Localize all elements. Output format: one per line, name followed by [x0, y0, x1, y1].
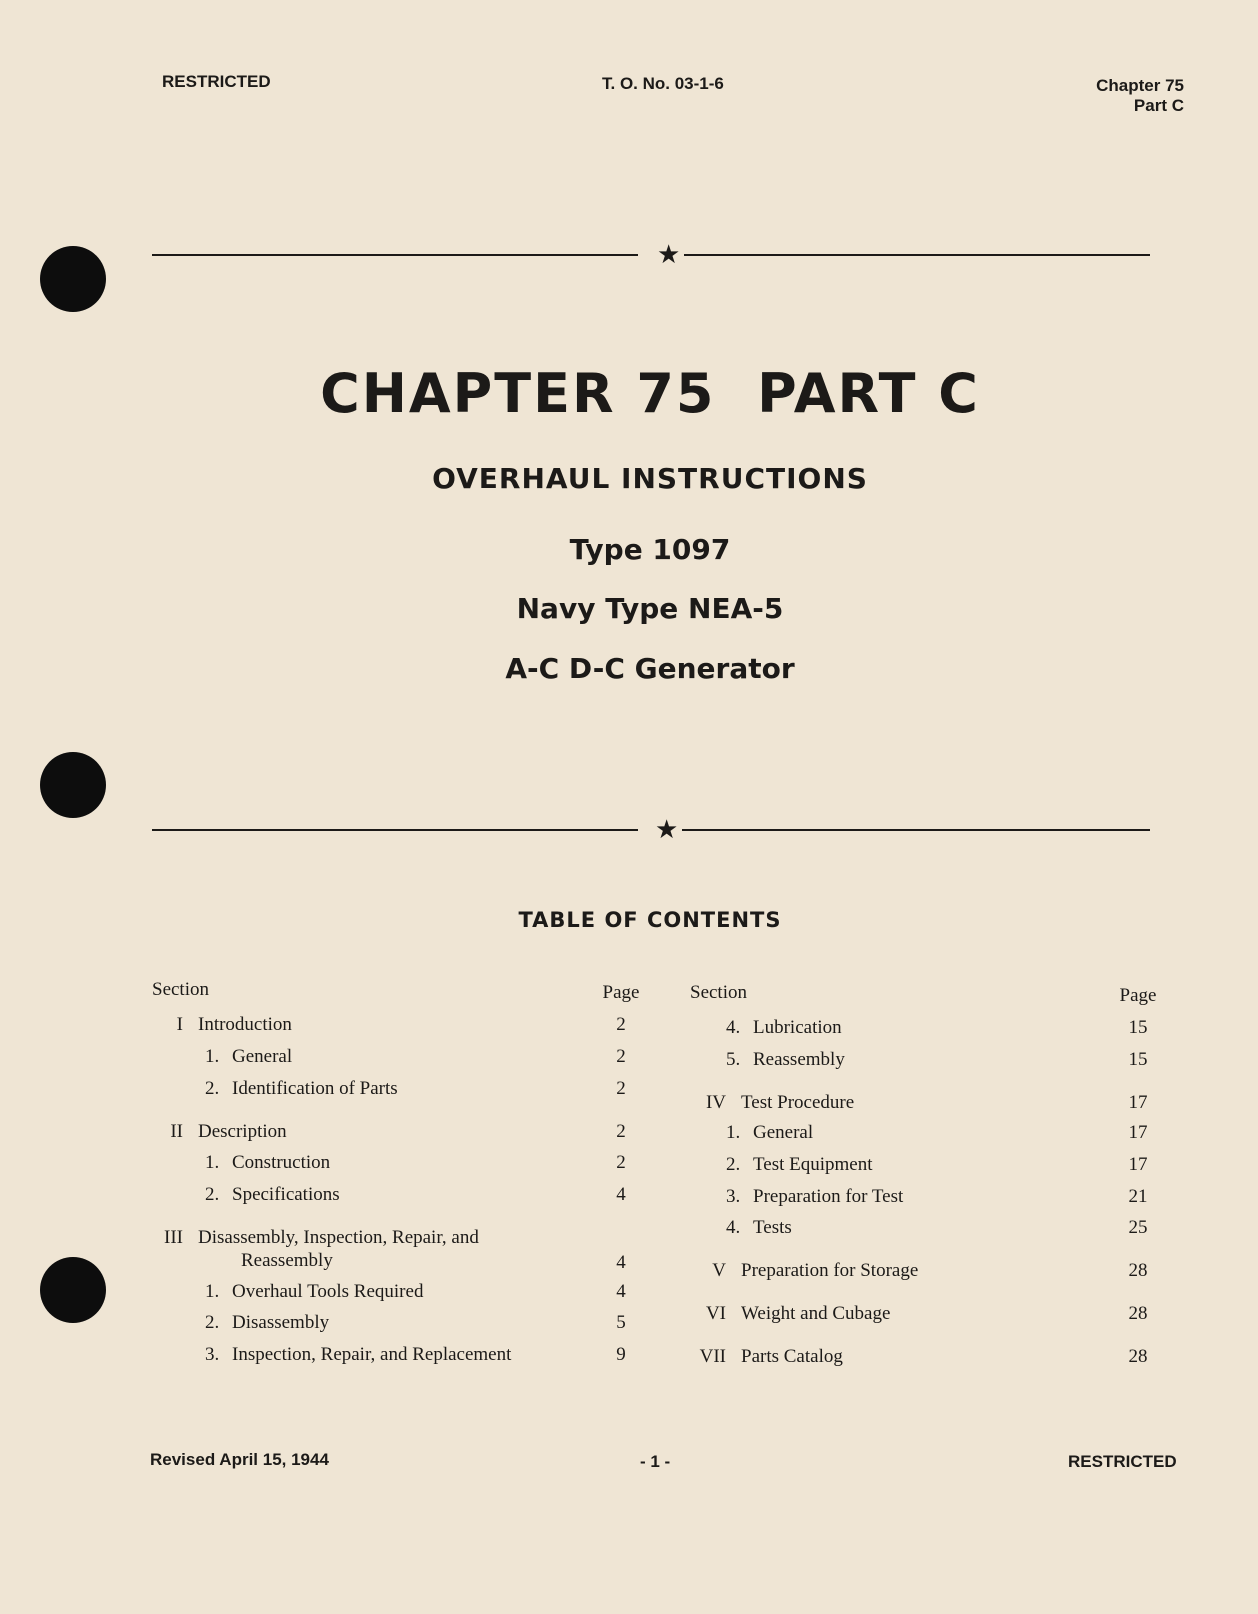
toc-entry-number: 1.	[205, 1281, 220, 1302]
chapter-title: CHAPTER 75 PART C	[320, 362, 980, 425]
toc-entry-title[interactable]: Identification of Parts	[232, 1078, 398, 1099]
toc-heading: TABLE OF CONTENTS	[518, 908, 782, 932]
divider-rule	[152, 829, 638, 831]
binder-hole	[40, 1257, 106, 1323]
toc-entry-number: 3.	[205, 1344, 220, 1365]
toc-entry-number: IV	[705, 1092, 726, 1113]
toc-entry-title[interactable]: Disassembly, Inspection, Repair, and	[198, 1227, 479, 1248]
toc-entry-number: V	[712, 1260, 726, 1281]
toc-entry-number: 2.	[205, 1312, 220, 1333]
toc-entry-page: 17	[1128, 1154, 1148, 1175]
toc-entry-title[interactable]: Tests	[753, 1217, 792, 1238]
toc-entry-number: 3.	[726, 1186, 741, 1207]
toc-entry-title[interactable]: Overhaul Tools Required	[232, 1281, 424, 1302]
classification-header: RESTRICTED	[162, 72, 271, 91]
toc-entry-page: 28	[1128, 1303, 1148, 1324]
toc-entry-title-continued[interactable]: Reassembly	[241, 1250, 333, 1271]
toc-entry-page: 21	[1128, 1186, 1148, 1207]
chapter-ref	[1096, 76, 1184, 116]
toc-entry-title[interactable]: General	[753, 1122, 814, 1143]
toc-entry-title[interactable]: Disassembly	[232, 1312, 330, 1333]
toc-entry-title[interactable]: Introduction	[198, 1014, 292, 1035]
toc-entry-page: 25	[1128, 1217, 1148, 1238]
toc-entry-page: 28	[1128, 1260, 1148, 1281]
toc-entry-number: 2.	[205, 1184, 220, 1205]
toc-entry-page: 2	[616, 1078, 626, 1099]
toc-entry-number: 4.	[726, 1217, 741, 1238]
toc-entry-page: 5	[616, 1312, 626, 1333]
toc-entry-page: 4	[616, 1252, 626, 1273]
toc-entry-title[interactable]: Inspection, Repair, and Replacement	[232, 1344, 512, 1365]
chapter-ref-line2: Part C	[1133, 96, 1184, 115]
star-icon: ★	[655, 815, 679, 845]
page-column-label: Page	[1119, 985, 1157, 1006]
toc-entry-page: 4	[616, 1184, 626, 1205]
type-label: Type 1097	[569, 533, 731, 566]
toc-entry-page: 15	[1128, 1017, 1148, 1038]
toc-entry-page: 2	[616, 1121, 626, 1142]
star-icon: ★	[657, 240, 681, 270]
toc-entry-number: III	[164, 1227, 183, 1248]
toc-entry-title[interactable]: Preparation for Storage	[741, 1260, 919, 1281]
to-number: T. O. No. 03-1-6	[602, 74, 724, 93]
toc-entry-number: 1.	[205, 1046, 220, 1067]
section-column-label: Section	[152, 979, 209, 1000]
toc-entry-title[interactable]: Construction	[232, 1152, 331, 1173]
binder-hole	[40, 752, 106, 818]
toc-entry-title[interactable]: Reassembly	[753, 1049, 845, 1070]
navy-type-label: Navy Type NEA-5	[516, 592, 784, 625]
toc-entry-number: II	[170, 1121, 183, 1142]
toc-entry-number: 1.	[726, 1122, 741, 1143]
toc-entry-title[interactable]: Description	[198, 1121, 287, 1142]
divider-rule	[682, 829, 1150, 831]
toc-entry-title[interactable]: Lubrication	[753, 1017, 842, 1038]
page-number: - 1 -	[640, 1452, 671, 1471]
toc-entry-page: 2	[616, 1152, 626, 1173]
toc-entry-page: 28	[1128, 1346, 1148, 1367]
toc-entry-title[interactable]: Weight and Cubage	[741, 1303, 891, 1324]
toc-entry-number: 5.	[726, 1049, 741, 1070]
subtitle: OVERHAUL INSTRUCTIONS	[432, 462, 868, 495]
toc-entry-page: 15	[1128, 1049, 1148, 1070]
page-column-label: Page	[602, 982, 640, 1003]
toc-entry-page: 17	[1128, 1092, 1148, 1113]
toc-entry-title[interactable]: Test Equipment	[753, 1154, 873, 1175]
toc-entry-title[interactable]: General	[232, 1046, 293, 1067]
device-label: A-C D-C Generator	[505, 652, 795, 685]
toc-entry-title[interactable]: Specifications	[232, 1184, 340, 1205]
toc-entry-number: 1.	[205, 1152, 220, 1173]
toc-entry-number: VI	[705, 1303, 726, 1324]
toc-entry-page: 9	[616, 1344, 626, 1365]
toc-entry-number: 2.	[205, 1078, 220, 1099]
toc-entry-page: 2	[616, 1046, 626, 1067]
toc-entry-page: 17	[1128, 1122, 1148, 1143]
divider-rule	[152, 254, 638, 256]
toc-entry-title[interactable]: Preparation for Test	[753, 1186, 904, 1207]
toc-entry-title[interactable]: Test Procedure	[741, 1092, 855, 1113]
toc-entry-page: 4	[616, 1281, 626, 1302]
toc-entry-page: 2	[616, 1014, 626, 1035]
chapter-ref-line1: Chapter 75	[1096, 76, 1184, 95]
divider-rule	[684, 254, 1150, 256]
section-column-label: Section	[690, 982, 747, 1003]
classification-footer: RESTRICTED	[1068, 1452, 1177, 1471]
toc-entry-number: VII	[699, 1346, 726, 1367]
revision-date: Revised April 15, 1944	[150, 1450, 329, 1469]
toc-entry-title[interactable]: Parts Catalog	[741, 1346, 843, 1367]
toc-entry-number: I	[176, 1014, 183, 1035]
toc-entry-number: 2.	[726, 1154, 741, 1175]
binder-hole	[40, 246, 106, 312]
toc-entry-number: 4.	[726, 1017, 741, 1038]
